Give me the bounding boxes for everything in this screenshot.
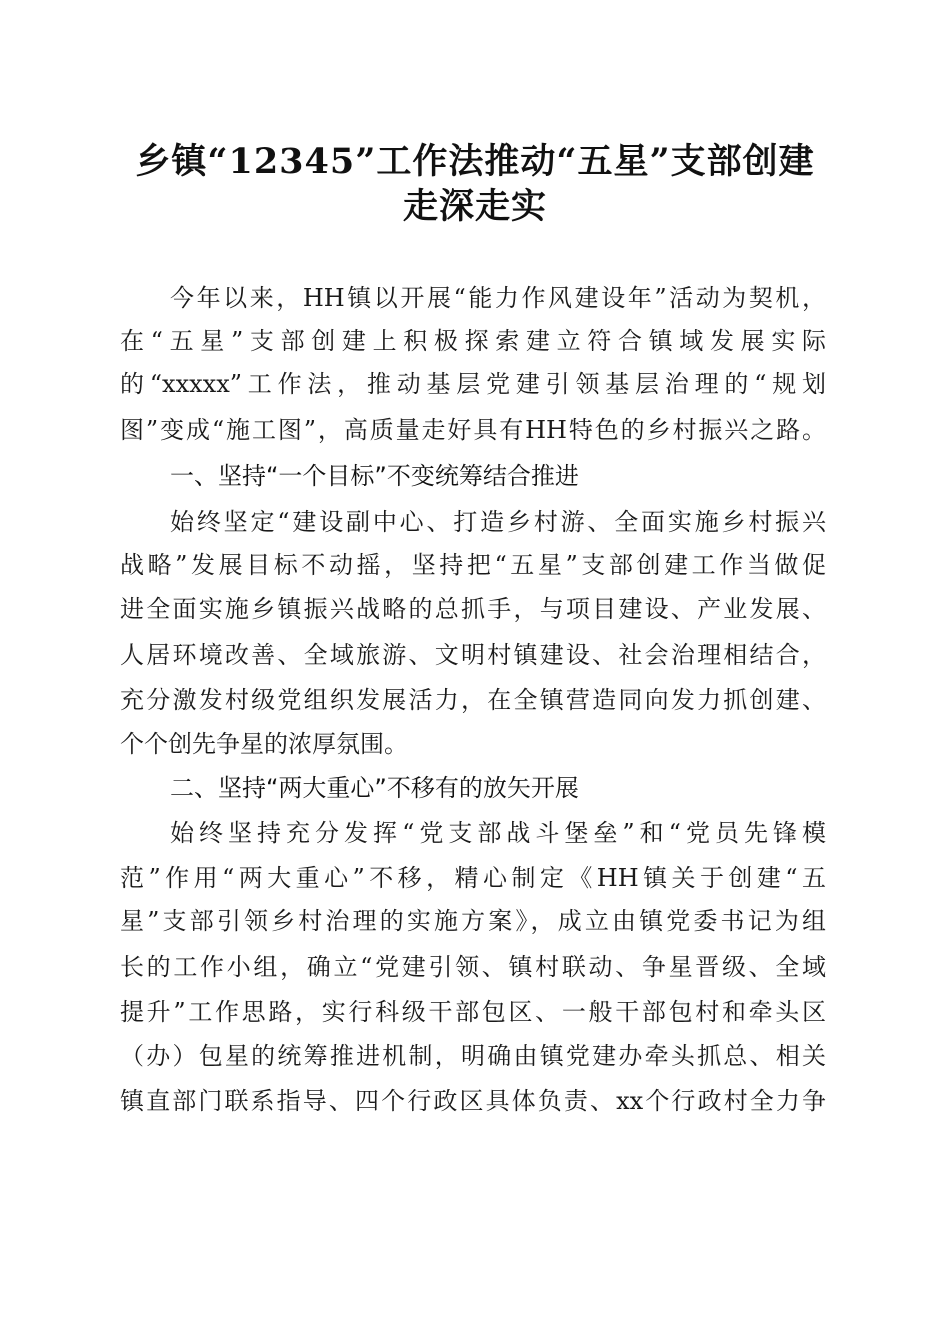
section-1-heading: 一、坚持“一个目标”不变统筹结合推进	[170, 462, 579, 490]
section-1-line-1: 始终坚定“建设副中心、打造乡村游、全面实施乡村振兴	[170, 508, 826, 536]
intro-line-1: 今年以来，HH镇以开展“能力作风建设年”活动为契机，	[170, 284, 826, 312]
section-2-line-2: 范”作用“两大重心”不移，精心制定《HH镇关于创建“五	[120, 864, 826, 892]
section-1-line-5: 充分激发村级党组织发展活力，在全镇营造同向发力抓创建、	[120, 686, 826, 714]
section-2-line-5: 提升”工作思路，实行科级干部包区、一般干部包村和牵头区	[120, 998, 826, 1026]
document-title-line-1: 乡镇“12345”工作法推动“五星”支部创建	[135, 141, 815, 182]
section-2-line-4: 长的工作小组，确立“党建引领、镇村联动、争星晋级、全域	[120, 953, 826, 981]
intro-line-4: 图”变成“施工图”，高质量走好具有HH特色的乡村振兴之路。	[120, 416, 826, 444]
intro-line-2: 在“五星”支部创建上积极探索建立符合镇域发展实际	[120, 327, 826, 355]
intro-line-3: 的“xxxxx”工作法，推动基层党建引领基层治理的“规划	[120, 370, 826, 398]
section-2-line-3: 星”支部引领乡村治理的实施方案》，成立由镇党委书记为组	[120, 907, 826, 935]
section-1-line-6: 个个创先争星的浓厚氛围。	[120, 730, 408, 758]
document-title-line-2: 走深走实	[402, 186, 547, 227]
section-1-line-4: 人居环境改善、全域旅游、文明村镇建设、社会治理相结合，	[120, 641, 826, 669]
section-2-heading: 二、坚持“两大重心”不移有的放矢开展	[170, 774, 579, 802]
section-1-line-3: 进全面实施乡镇振兴战略的总抓手，与项目建设、产业发展、	[120, 595, 826, 623]
section-2-line-7: 镇直部门联系指导、四个行政区具体负责、xx个行政村全力争	[120, 1087, 826, 1115]
section-1-line-2: 战略”发展目标不动摇，坚持把“五星”支部创建工作当做促	[120, 551, 826, 579]
section-2-line-1: 始终坚持充分发挥“党支部战斗堡垒”和“党员先锋模	[170, 819, 826, 847]
section-2-line-6: （办）包星的统筹推进机制，明确由镇党建办牵头抓总、相关	[120, 1042, 826, 1070]
